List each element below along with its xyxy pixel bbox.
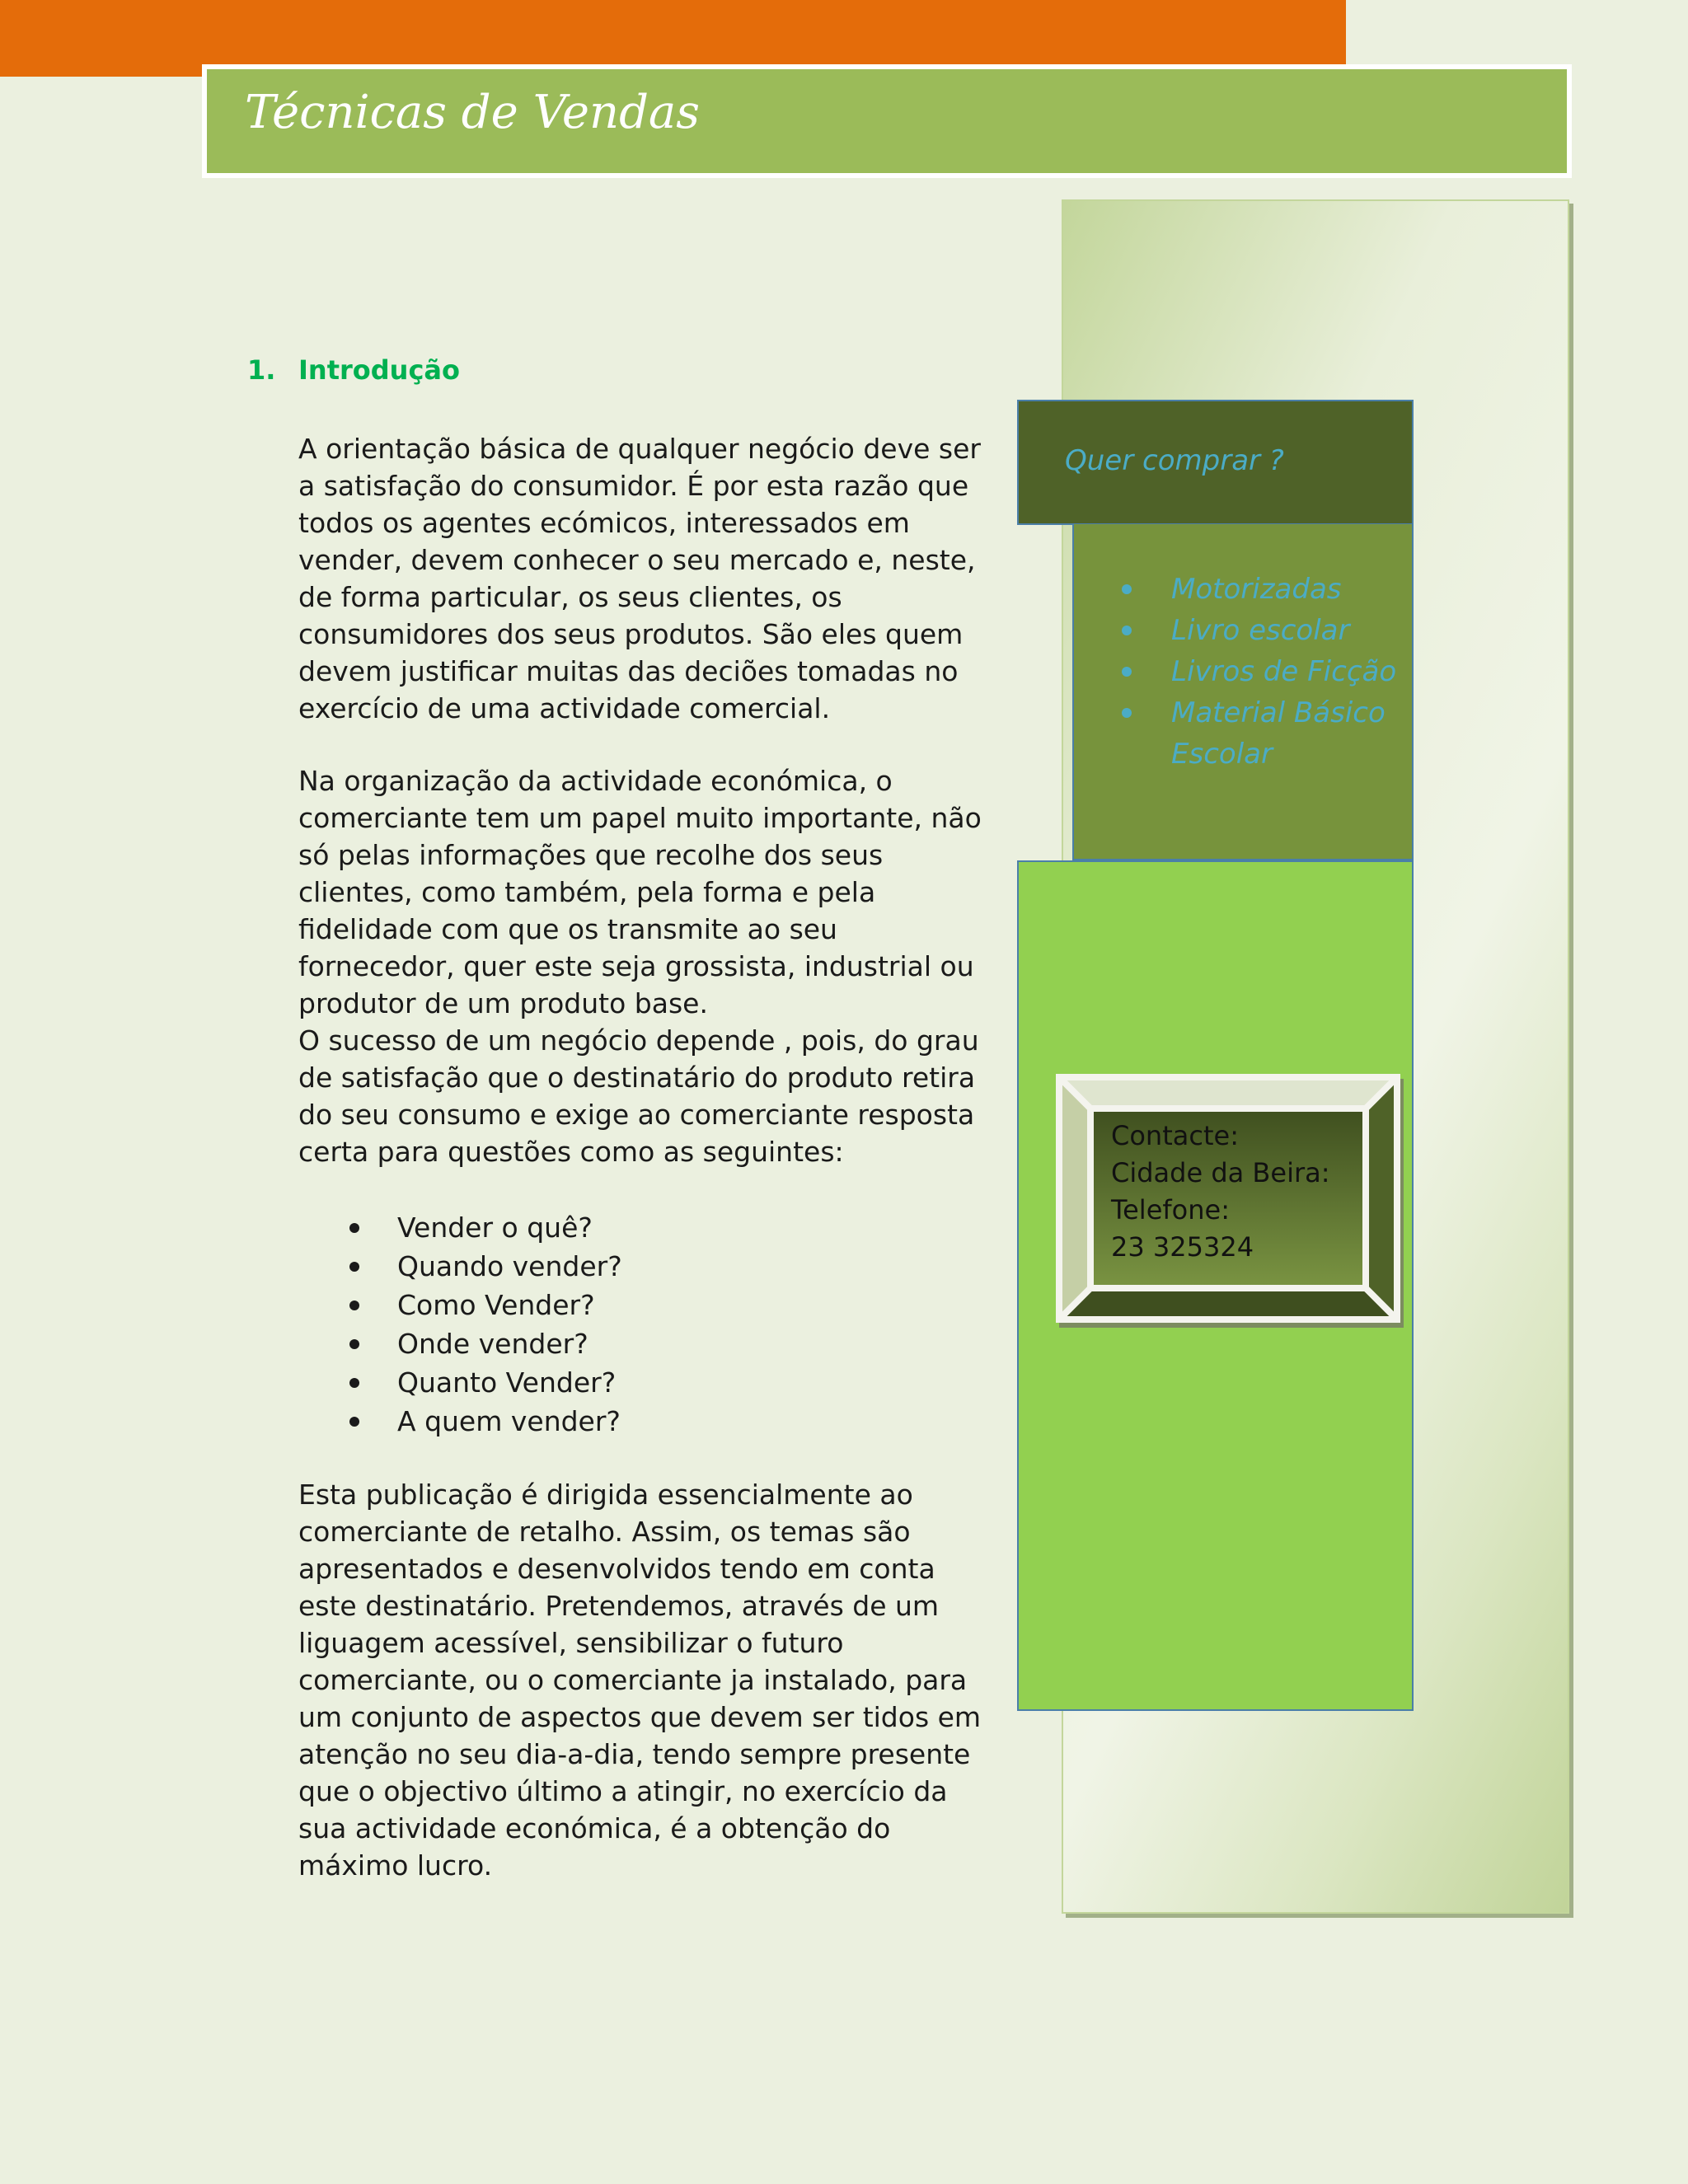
contact-city: Cidade da Beira: <box>1111 1157 1330 1188</box>
intro-paragraph-4: Esta publicação é dirigida essencialmente ao comerciante de retalho. Assim, os temas são apresentados e desenvolvidos tendo em conta este destinatário. Pretendemos, através de um liguagem acessível, sensibilizar o futuro comerciante, ou o comerciante ja instalado, para um conjunto de aspectos que devem ser tidos em atenção no seu dia-a-dia, tendo sempre presente que o objectivo último a atingir, no exercício da sua actividade económica, é a obtenção do máximo lucro. <box>298 1479 982 1882</box>
list-item: A quem vender? <box>298 1402 622 1441</box>
list-item: Quanto Vender? <box>298 1363 622 1402</box>
buy-heading: Quer comprar ? <box>1065 444 1284 477</box>
contact-phone-label: Telefone: <box>1111 1194 1230 1226</box>
section-title: Introdução <box>298 354 460 386</box>
bullet-icon <box>349 1339 359 1349</box>
bullet-icon <box>1122 667 1132 677</box>
list-item: Material Básico Escolar <box>1118 692 1399 775</box>
intro-paragraph-2: Na organização da actividade económica, o comerciante tem um papel muito importante, não só pelas informações que recolhe dos seus clientes, como também, pela forma e pela fidelidade com que os transmite ao seu fornecedor, quer este seja grossista, industrial ou produtor de um produto base. <box>298 765 982 1019</box>
buy-callout-header <box>1017 400 1414 525</box>
list-item: Onde vender? <box>298 1324 622 1363</box>
bullet-icon <box>1122 626 1132 635</box>
bullet-icon <box>349 1417 359 1427</box>
list-item: Livros de Ficção <box>1118 651 1399 692</box>
intro-paragraph-1: A orientação básica de qualquer negócio deve ser a satisfação do consumidor. É por esta razão que todos os agentes ecómicos, interessados em vender, devem conhecer o seu mercado e, neste, de forma particular, os seus clientes, os consumidores dos seus produtos. São eles quem devem justificar muitas das deciões tomadas no exercício de uma actividade comercial. <box>298 433 981 724</box>
questions-list <box>298 1208 622 1441</box>
list-item: Vender o quê? <box>298 1208 622 1247</box>
list-item: Quando vender? <box>298 1247 622 1286</box>
bullet-icon <box>349 1301 359 1310</box>
bullet-icon <box>349 1262 359 1272</box>
buy-items-list <box>1118 569 1399 775</box>
list-item: Como Vender? <box>298 1286 622 1324</box>
section-heading <box>247 354 460 386</box>
bullet-icon <box>349 1378 359 1388</box>
contact-details <box>1111 1118 1330 1266</box>
contact-label: Contacte: <box>1111 1120 1239 1151</box>
bullet-icon <box>349 1223 359 1233</box>
list-item: Livro escolar <box>1118 610 1399 651</box>
intro-paragraph-3: O sucesso de um negócio depende , pois, do grau de satisfação que o destinatário do produto retira do seu consumo e exige ao comerciante resposta certa para questões como as seguintes: <box>298 1024 979 1168</box>
buy-items-box <box>1072 524 1414 860</box>
contact-phone-number: 23 325324 <box>1111 1231 1254 1263</box>
bullet-icon <box>1122 708 1132 718</box>
list-item: Motorizadas <box>1118 569 1399 610</box>
bullet-icon <box>1122 584 1132 594</box>
document-title: Técnicas de Vendas <box>245 86 701 139</box>
title-banner <box>202 64 1572 178</box>
section-number: 1. <box>247 354 276 386</box>
